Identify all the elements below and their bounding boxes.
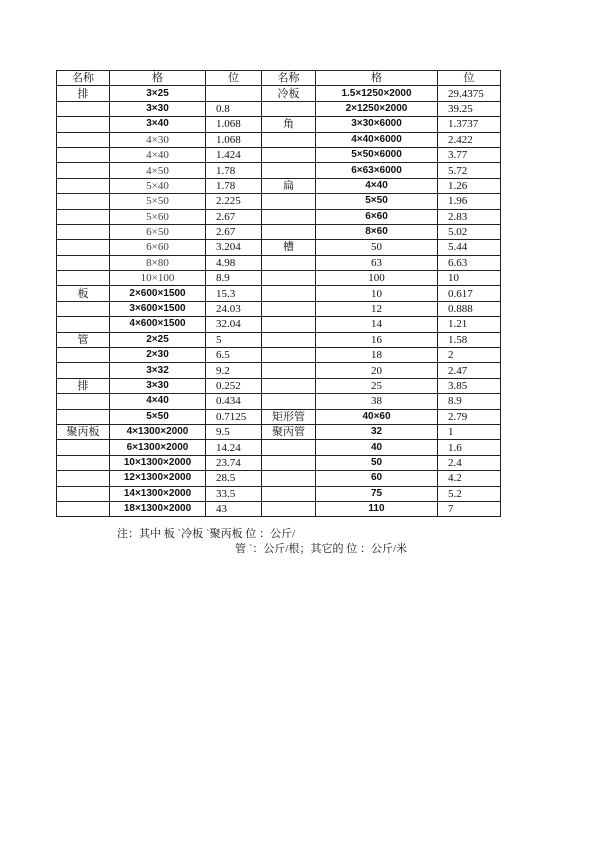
cell-name-left: [57, 363, 110, 378]
cell-spec-right: 25: [316, 378, 438, 393]
table-row: [57, 271, 501, 286]
cell-name-left: [57, 194, 110, 209]
cell-name-left: [57, 317, 110, 332]
cell-unit-right: 1.26: [438, 178, 501, 193]
cell-name-left: 聚丙板: [57, 424, 110, 439]
cell-name-right: 角: [262, 117, 316, 132]
cell-spec-right: 10: [316, 286, 438, 301]
cell-unit-right: 3.77: [438, 147, 501, 162]
cell-spec-right: 38: [316, 394, 438, 409]
cell-spec-right: 12: [316, 301, 438, 316]
table-row: [57, 455, 501, 470]
table-row: [57, 194, 501, 209]
table-row: [57, 486, 501, 501]
cell-unit-left: 2.225: [206, 194, 262, 209]
table-row: [57, 332, 501, 347]
cell-spec-right: 63: [316, 255, 438, 270]
cell-name-right: 聚丙管: [262, 424, 316, 439]
table-row: [57, 209, 501, 224]
cell-name-right: [262, 286, 316, 301]
cell-spec-right: 2×1250×2000: [316, 101, 438, 116]
table-body: [57, 86, 501, 517]
table-header: [57, 71, 501, 86]
cell-spec-left: 14×1300×2000: [110, 486, 206, 501]
cell-unit-right: 1.21: [438, 317, 501, 332]
header-name-right: 名称: [262, 71, 316, 86]
cell-unit-left: 1.068: [206, 132, 262, 147]
table-row: [57, 86, 501, 101]
table-row: [57, 147, 501, 162]
cell-name-left: [57, 394, 110, 409]
cell-name-right: [262, 394, 316, 409]
cell-name-left: [57, 117, 110, 132]
cell-unit-left: 6.5: [206, 348, 262, 363]
cell-unit-left: 1.424: [206, 147, 262, 162]
cell-name-left: [57, 271, 110, 286]
cell-spec-left: 4×40: [110, 394, 206, 409]
cell-unit-right: 0.888: [438, 301, 501, 316]
cell-unit-left: 24.03: [206, 301, 262, 316]
cell-unit-right: 2.422: [438, 132, 501, 147]
table-row: [57, 286, 501, 301]
cell-unit-left: 1.068: [206, 117, 262, 132]
table-row: [57, 132, 501, 147]
table-row: [57, 348, 501, 363]
cell-spec-right: 4×40×6000: [316, 132, 438, 147]
cell-spec-left: 4×40: [110, 147, 206, 162]
cell-name-right: [262, 224, 316, 239]
cell-spec-left: 6×50: [110, 224, 206, 239]
cell-name-left: [57, 209, 110, 224]
cell-spec-right: 4×40: [316, 178, 438, 193]
cell-unit-right: 8.9: [438, 394, 501, 409]
table-row: [57, 409, 501, 424]
cell-unit-right: 3.85: [438, 378, 501, 393]
cell-unit-left: 8.9: [206, 271, 262, 286]
cell-spec-right: 16: [316, 332, 438, 347]
table-row: [57, 440, 501, 455]
cell-name-right: [262, 194, 316, 209]
table-row: [57, 424, 501, 439]
cell-unit-left: 3.204: [206, 240, 262, 255]
table-row: [57, 163, 501, 178]
cell-spec-left: 4×600×1500: [110, 317, 206, 332]
cell-spec-right: 5×50×6000: [316, 147, 438, 162]
cell-unit-left: 33.5: [206, 486, 262, 501]
cell-spec-left: 5×40: [110, 178, 206, 193]
cell-unit-right: 5.44: [438, 240, 501, 255]
cell-name-right: [262, 486, 316, 501]
cell-name-right: [262, 209, 316, 224]
cell-spec-right: 110: [316, 501, 438, 516]
cell-name-left: 管: [57, 332, 110, 347]
cell-spec-left: 8×80: [110, 255, 206, 270]
cell-name-left: [57, 224, 110, 239]
cell-name-right: [262, 271, 316, 286]
cell-name-right: 槽: [262, 240, 316, 255]
cell-name-left: [57, 132, 110, 147]
cell-spec-left: 3×30: [110, 101, 206, 116]
cell-name-right: [262, 440, 316, 455]
cell-spec-left: 6×1300×2000: [110, 440, 206, 455]
cell-unit-right: 1: [438, 424, 501, 439]
cell-unit-right: 6.63: [438, 255, 501, 270]
cell-name-left: [57, 348, 110, 363]
cell-name-right: [262, 101, 316, 116]
cell-unit-right: 39.25: [438, 101, 501, 116]
table-row: [57, 255, 501, 270]
cell-unit-right: 29.4375: [438, 86, 501, 101]
cell-name-left: [57, 440, 110, 455]
cell-unit-left: [206, 86, 262, 101]
weight-table: [56, 70, 501, 517]
cell-name-right: 矩形管: [262, 409, 316, 424]
cell-spec-right: 50: [316, 240, 438, 255]
cell-spec-left: 3×32: [110, 363, 206, 378]
cell-spec-left: 6×60: [110, 240, 206, 255]
cell-spec-right: 50: [316, 455, 438, 470]
cell-name-left: 排: [57, 378, 110, 393]
cell-unit-right: 2: [438, 348, 501, 363]
cell-spec-left: 2×25: [110, 332, 206, 347]
footnote-line-2: 管 `：公斤/根；其它的 位 ：公斤/米: [235, 543, 408, 555]
cell-unit-left: 28.5: [206, 471, 262, 486]
header-spec-left: 格: [110, 71, 206, 86]
cell-name-left: [57, 240, 110, 255]
cell-spec-right: 100: [316, 271, 438, 286]
cell-spec-right: 14: [316, 317, 438, 332]
header-spec-right: 格: [316, 71, 438, 86]
cell-unit-right: 1.96: [438, 194, 501, 209]
cell-name-right: [262, 363, 316, 378]
cell-name-left: [57, 486, 110, 501]
cell-name-right: [262, 255, 316, 270]
cell-spec-left: 3×600×1500: [110, 301, 206, 316]
cell-spec-left: 4×1300×2000: [110, 424, 206, 439]
cell-unit-left: 5: [206, 332, 262, 347]
cell-name-right: [262, 147, 316, 162]
table-row: [57, 501, 501, 516]
cell-spec-left: 5×50: [110, 194, 206, 209]
cell-name-right: [262, 301, 316, 316]
cell-unit-left: 2.67: [206, 209, 262, 224]
cell-spec-right: 5×50: [316, 194, 438, 209]
table-row: [57, 101, 501, 116]
cell-spec-right: 40: [316, 440, 438, 455]
cell-name-left: 排: [57, 86, 110, 101]
cell-unit-right: 7: [438, 501, 501, 516]
header-name-left: 名称: [57, 71, 110, 86]
cell-unit-right: 1.58: [438, 332, 501, 347]
cell-spec-right: 32: [316, 424, 438, 439]
cell-name-left: [57, 163, 110, 178]
cell-unit-right: 2.79: [438, 409, 501, 424]
cell-name-right: [262, 378, 316, 393]
table-row: [57, 394, 501, 409]
cell-unit-right: 2.47: [438, 363, 501, 378]
cell-name-left: [57, 178, 110, 193]
cell-unit-left: 23.74: [206, 455, 262, 470]
cell-name-right: 扁: [262, 178, 316, 193]
table-row: [57, 178, 501, 193]
cell-spec-right: 1.5×1250×2000: [316, 86, 438, 101]
cell-unit-left: 0.252: [206, 378, 262, 393]
cell-name-left: [57, 301, 110, 316]
cell-spec-left: 3×25: [110, 86, 206, 101]
cell-name-right: [262, 132, 316, 147]
cell-spec-left: 10×100: [110, 271, 206, 286]
cell-name-right: [262, 471, 316, 486]
table-row: [57, 224, 501, 239]
cell-spec-left: 2×600×1500: [110, 286, 206, 301]
cell-spec-left: 3×40: [110, 117, 206, 132]
cell-name-left: [57, 471, 110, 486]
cell-unit-right: 4.2: [438, 471, 501, 486]
cell-unit-left: 2.67: [206, 224, 262, 239]
cell-name-left: [57, 409, 110, 424]
cell-name-left: [57, 147, 110, 162]
cell-unit-right: 10: [438, 271, 501, 286]
table-row: [57, 471, 501, 486]
cell-unit-left: 0.8: [206, 101, 262, 116]
cell-name-right: [262, 332, 316, 347]
cell-name-left: [57, 501, 110, 516]
cell-unit-right: 5.02: [438, 224, 501, 239]
cell-name-left: 板: [57, 286, 110, 301]
cell-spec-right: 60: [316, 471, 438, 486]
cell-spec-left: 4×30: [110, 132, 206, 147]
cell-unit-left: 0.434: [206, 394, 262, 409]
cell-unit-right: 2.4: [438, 455, 501, 470]
table-row: [57, 301, 501, 316]
cell-unit-right: 5.72: [438, 163, 501, 178]
cell-spec-left: 10×1300×2000: [110, 455, 206, 470]
table-row: [57, 363, 501, 378]
cell-unit-right: 1.6: [438, 440, 501, 455]
cell-unit-left: 1.78: [206, 163, 262, 178]
cell-unit-left: 9.2: [206, 363, 262, 378]
table-row: [57, 317, 501, 332]
cell-name-right: [262, 163, 316, 178]
cell-unit-right: 0.617: [438, 286, 501, 301]
cell-name-right: [262, 348, 316, 363]
table-row: [57, 240, 501, 255]
cell-spec-left: 12×1300×2000: [110, 471, 206, 486]
cell-spec-left: 2×30: [110, 348, 206, 363]
cell-spec-right: 6×63×6000: [316, 163, 438, 178]
footnote-line-1: 注：其中 板 `冷板 `聚丙板 位 ：公斤/: [117, 528, 296, 540]
cell-unit-right: 1.3737: [438, 117, 501, 132]
cell-name-right: [262, 501, 316, 516]
cell-spec-right: 6×60: [316, 209, 438, 224]
cell-spec-right: 3×30×6000: [316, 117, 438, 132]
cell-spec-right: 75: [316, 486, 438, 501]
cell-spec-left: 18×1300×2000: [110, 501, 206, 516]
cell-unit-left: 14.24: [206, 440, 262, 455]
header-row: [57, 71, 501, 86]
cell-spec-left: 3×30: [110, 378, 206, 393]
cell-spec-left: 5×60: [110, 209, 206, 224]
cell-name-right: [262, 317, 316, 332]
cell-unit-left: 32.04: [206, 317, 262, 332]
cell-name-left: [57, 455, 110, 470]
cell-unit-left: 1.78: [206, 178, 262, 193]
cell-unit-right: 5.2: [438, 486, 501, 501]
cell-spec-left: 5×50: [110, 409, 206, 424]
cell-unit-left: 15.3: [206, 286, 262, 301]
cell-name-right: [262, 455, 316, 470]
header-unit-left: 位: [206, 71, 262, 86]
cell-name-left: [57, 255, 110, 270]
table-row: [57, 117, 501, 132]
cell-name-left: [57, 101, 110, 116]
cell-spec-right: 18: [316, 348, 438, 363]
cell-spec-left: 4×50: [110, 163, 206, 178]
cell-unit-left: 4.98: [206, 255, 262, 270]
cell-unit-left: 9.5: [206, 424, 262, 439]
cell-unit-left: 0.7125: [206, 409, 262, 424]
cell-spec-right: 8×60: [316, 224, 438, 239]
cell-name-right: 冷板: [262, 86, 316, 101]
cell-unit-right: 2.83: [438, 209, 501, 224]
cell-spec-right: 20: [316, 363, 438, 378]
cell-spec-right: 40×60: [316, 409, 438, 424]
table-row: [57, 378, 501, 393]
cell-unit-left: 43: [206, 501, 262, 516]
header-unit-right: 位: [438, 71, 501, 86]
